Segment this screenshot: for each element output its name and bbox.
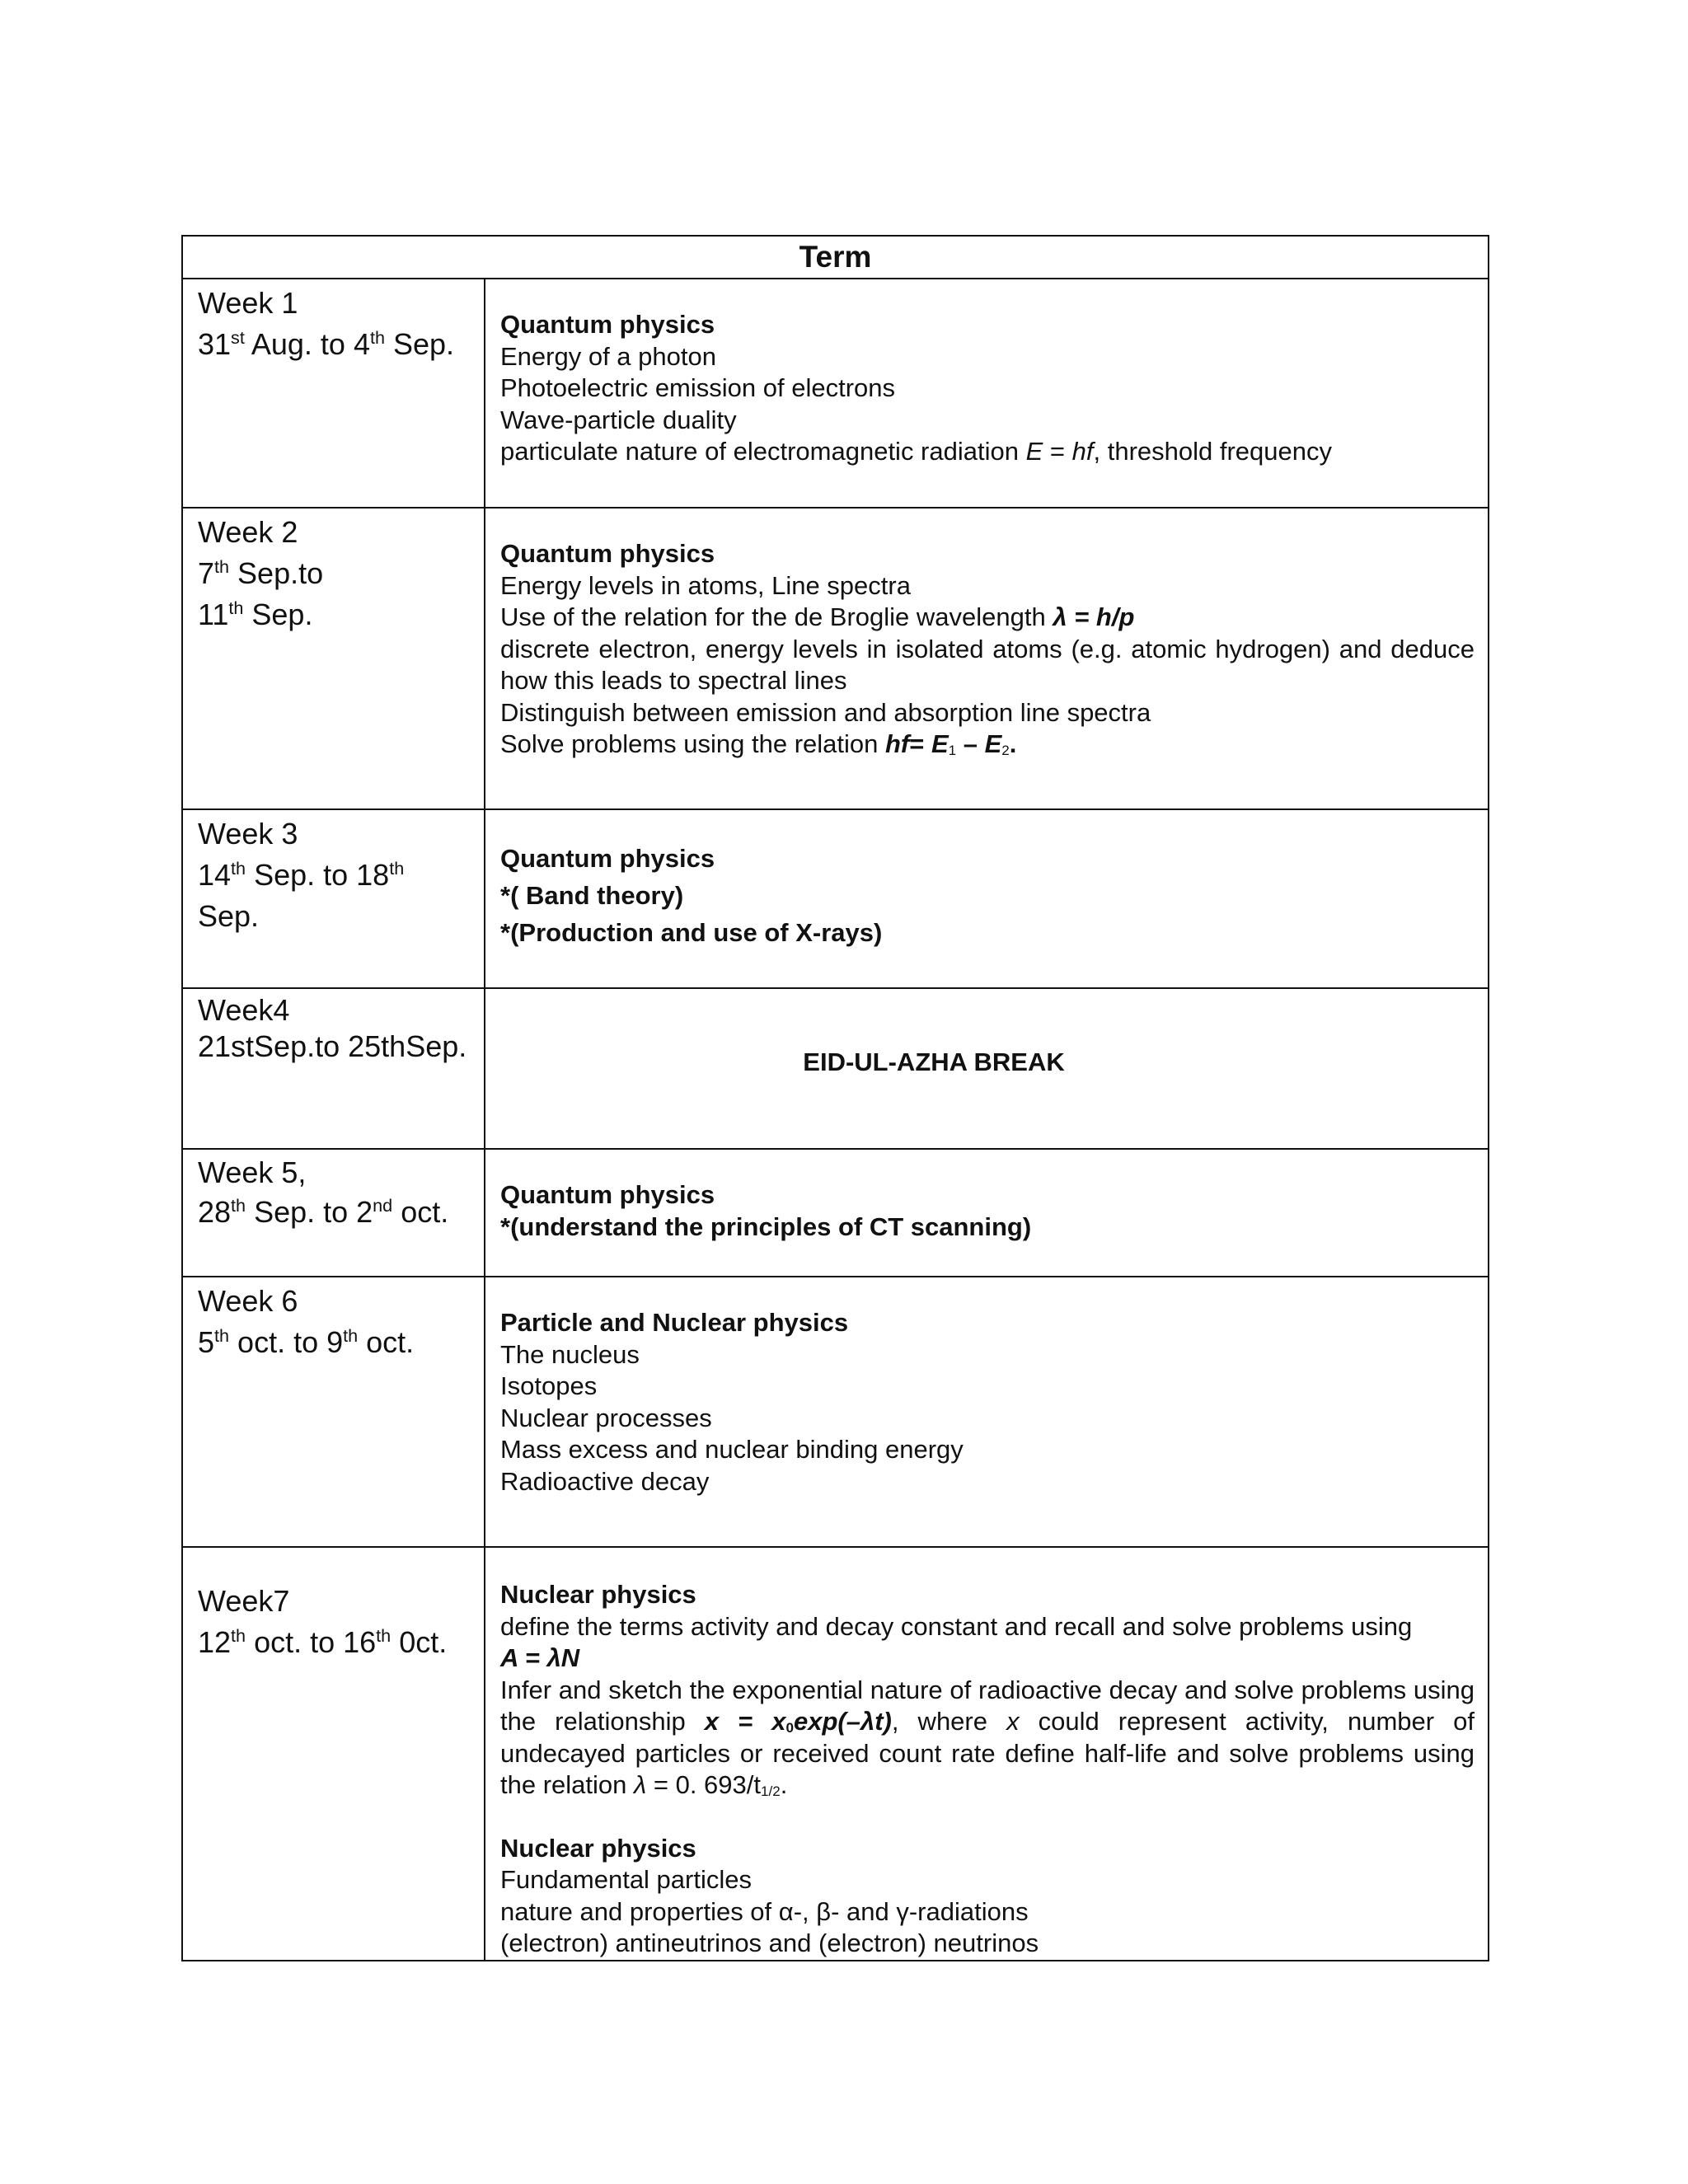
week-cell [182, 279, 485, 508]
week-dates: 12th oct. to 16th 0ct. [198, 1625, 448, 1659]
week-dates: Sep. [198, 899, 260, 933]
table-row [182, 508, 1489, 809]
week-cell [182, 1547, 485, 1961]
week-dates: 31st Aug. to 4th Sep. [198, 327, 455, 361]
topic-cell [485, 1547, 1489, 1961]
topic-heading: Nuclear physics [500, 1833, 696, 1863]
week-cell [182, 1277, 485, 1547]
week-label: Week 1 [198, 286, 298, 320]
table-row [182, 809, 1489, 988]
topic-line: Use of the relation for the de Broglie wavelength λ = h/p [500, 602, 1135, 631]
term-row [182, 236, 1489, 279]
topic-line: Photoelectric emission of electrons [500, 373, 896, 402]
topic-line: (electron) antineutrinos and (electron) neutrinos [500, 1929, 1039, 1957]
table-row [182, 1149, 1489, 1277]
table-row [182, 988, 1489, 1149]
lesson-plan-table [181, 235, 1489, 1961]
topic-cell [485, 1149, 1489, 1277]
topic-line: Distinguish between emission and absorption line spectra [500, 697, 1151, 727]
topic-cell [485, 1277, 1489, 1547]
topic-line: The nucleus [500, 1339, 640, 1369]
topic-formula: A = λN [500, 1643, 580, 1672]
topic-line: Energy levels in atoms, Line spectra [500, 570, 911, 600]
table-row [182, 1547, 1489, 1961]
topic-line: Radioactive decay [500, 1466, 710, 1496]
topic-line: *(Production and use of X-rays) [500, 918, 883, 947]
topic-heading: Nuclear physics [500, 1580, 696, 1609]
topic-line: define the terms activity and decay constant and recall and solve problems using [500, 1611, 1413, 1641]
topic-heading: Quantum physics [500, 1180, 715, 1209]
week-label: Week 5, [198, 1155, 307, 1189]
topic-line: *(understand the principles of CT scanning) [500, 1212, 1032, 1241]
topic-line: Fundamental particles [500, 1865, 752, 1894]
topic-cell [485, 809, 1489, 988]
week-label: Week7 [198, 1584, 290, 1618]
week-dates: 11th Sep. [198, 598, 313, 631]
topic-heading: Quantum physics [500, 844, 715, 873]
week-label: Week 3 [198, 817, 298, 851]
week-dates: 14th Sep. to 18th [198, 858, 405, 892]
topic-line: Wave-particle duality [500, 405, 737, 434]
table-row [182, 1277, 1489, 1547]
topic-paragraph: discrete electron, energy levels in isolated atoms (e.g. atomic hydrogen) and deduce how this leads to spectral lines [500, 634, 1475, 695]
topic-line: Energy of a photon [500, 341, 716, 371]
week-label: Week 6 [198, 1284, 298, 1318]
week-label: Week4 [198, 993, 290, 1027]
week-cell [182, 508, 485, 809]
table-row [182, 279, 1489, 508]
week-dates: 7th Sep.to [198, 556, 324, 590]
topic-line: Mass excess and nuclear binding energy [500, 1435, 964, 1464]
topic-line: Isotopes [500, 1371, 598, 1400]
topic-line: *( Band theory) [500, 881, 684, 910]
term-header: Term [182, 236, 1489, 279]
week-cell [182, 1149, 485, 1277]
week-dates: 21stSep.to 25thSep. [198, 1029, 467, 1063]
week-dates: 28th Sep. to 2nd oct. [198, 1195, 449, 1229]
topic-line: Nuclear processes [500, 1403, 712, 1432]
topic-cell [485, 508, 1489, 809]
spacer [500, 1802, 1475, 1833]
topic-heading: Particle and Nuclear physics [500, 1308, 849, 1337]
break-label: EID-UL-AZHA BREAK [803, 1047, 1065, 1076]
week-cell [182, 809, 485, 988]
week-cell [182, 988, 485, 1149]
topic-line: Solve problems using the relation $hf= E_1 - E_2$. [500, 729, 1017, 758]
week-label: Week 2 [198, 515, 298, 549]
topic-line: nature and properties of α-, β- and γ-radiations [500, 1896, 1029, 1926]
week-dates: 5th oct. to 9th oct. [198, 1325, 415, 1359]
topic-cell [485, 988, 1489, 1149]
topic-heading: Quantum physics [500, 310, 715, 339]
topic-line: particulate nature of electromagnetic radiation E = hf, threshold frequency [500, 437, 1332, 466]
topic-heading: Quantum physics [500, 539, 715, 568]
topic-paragraph: Infer and sketch the exponential nature of radioactive decay and solve problems using the relationship $x = x_0\exp(-\lambda t)$, where x could represent activity, number of undecayed particles or received count rate define half-life and solve problems using the relation λ = 0. $693/t_{1/2}$. [500, 1675, 1475, 1799]
topic-cell [485, 279, 1489, 508]
